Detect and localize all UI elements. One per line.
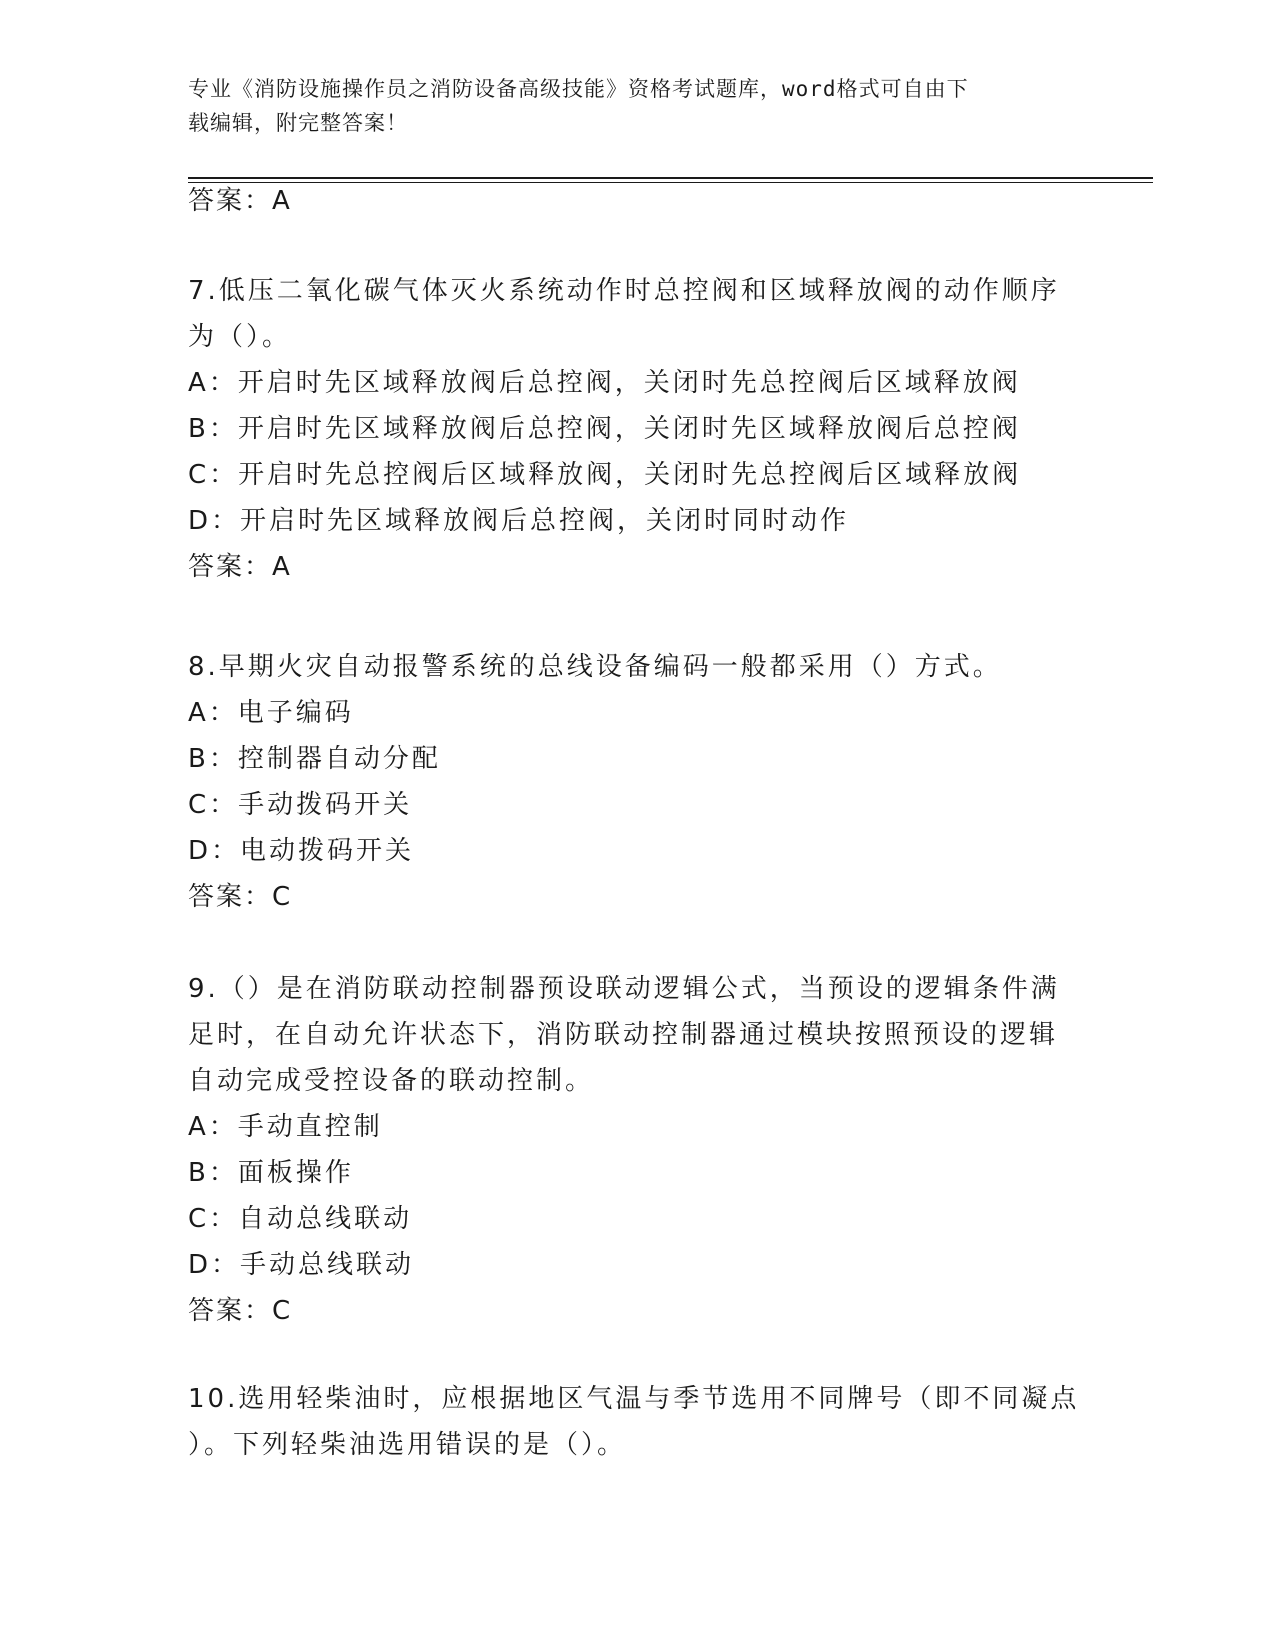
option-c: C：开启时先总控阀后区域释放阀，关闭时先总控阀后区域释放阀 [188,460,1022,490]
previous-answer-block [188,178,1068,224]
option-b: B：开启时先区域释放阀后总控阀，关闭时先区域释放阀后总控阀 [188,414,1021,444]
question-stem: 自动完成受控设备的联动控制。 [188,1066,595,1096]
answer-label: 答案：A [188,186,292,216]
question-9 [188,966,1068,1334]
question-8 [188,644,1068,920]
option-b: B：控制器自动分配 [188,744,441,774]
answer-label: 答案：C [188,882,293,912]
question-stem: 8.早期火灾自动报警系统的总线设备编码一般都采用（）方式。 [188,652,1002,682]
answer-label: 答案：C [188,1296,293,1326]
question-stem: 为（）。 [188,322,292,352]
question-stem: 足时，在自动允许状态下，消防联动控制器通过模块按照预设的逻辑 [188,1020,1059,1050]
question-stem: 9.（）是在消防联动控制器预设联动逻辑公式，当预设的逻辑条件满 [188,974,1060,1004]
option-a: A：手动直控制 [188,1112,383,1142]
option-d: D：手动总线联动 [188,1250,415,1280]
answer-label: 答案：A [188,552,292,582]
question-stem: 10.选用轻柴油时，应根据地区气温与季节选用不同牌号（即不同凝点 [188,1384,1080,1414]
option-d: D：电动拨码开关 [188,836,415,866]
header-line-2: 载编辑，附完整答案！ [188,111,408,135]
option-a: A：开启时先区域释放阀后总控阀，关闭时先总控阀后区域释放阀 [188,368,1021,398]
question-10 [188,1376,1080,1468]
document-header [188,72,1068,140]
header-line-1: 专业《消防设施操作员之消防设备高级技能》资格考试题库，word格式可自由下 [188,77,969,101]
question-stem: 7.低压二氧化碳气体灭火系统动作时总控阀和区域释放阀的动作顺序 [188,276,1060,306]
option-d: D：开启时先区域释放阀后总控阀，关闭时同时动作 [188,506,850,536]
option-c: C：自动总线联动 [188,1204,413,1234]
question-stem: ）。下列轻柴油选用错误的是（）。 [188,1430,627,1460]
option-b: B：面板操作 [188,1158,354,1188]
option-c: C：手动拨码开关 [188,790,413,820]
question-7 [188,268,1068,590]
option-a: A：电子编码 [188,698,354,728]
